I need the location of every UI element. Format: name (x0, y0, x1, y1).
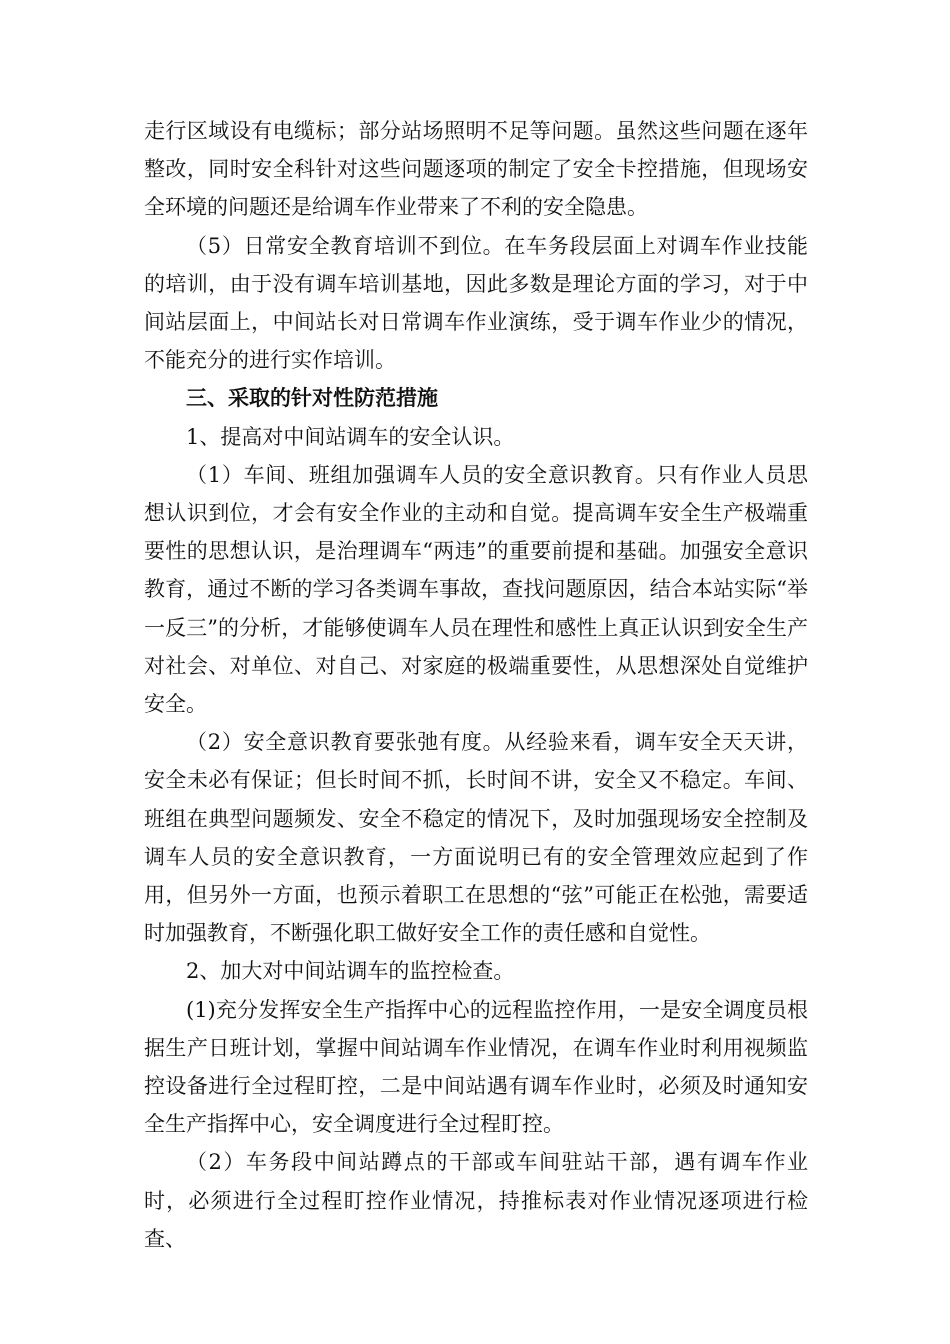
paragraph-awareness-education: （1）车间、班组加强调车人员的安全意识教育。只有作业人员思想认识到位，才会有安全作业的主动和自觉。提高调车安全生产极端重要性的思想认识，是治理调车“两违”的重要前提和基础。加强安全意识教育，通过不断的学习各类调车事故，查找问题原因，结合本站实际“举一反三”的分析，才能够使调车人员在理性和感性上真正认识到安全生产对社会、对单位、对自己、对家庭的极端重要性，从思想深处自觉维护安全。 (144, 462, 808, 717)
paragraph-onsite-supervision: （2）车务段中间站蹲点的干部或车间驻站干部，遇有调车作业时，必须进行全过程盯控作业情况，持推标表对作业情况逐项进行检查、 (144, 1150, 808, 1251)
document-body (144, 112, 808, 1258)
paragraph-training-gap: （5）日常安全教育培训不到位。在车务段层面上对调车作业技能的培训，由于没有调车培训基地，因此多数是理论方面的学习，对于中间站层面上，中间站长对日常调车作业演练，受于调车作业少的情况，不能充分的进行实作培训。 (144, 233, 808, 373)
paragraph-education-balance: （2）安全意识教育要张弛有度。从经验来看，调车安全天天讲，安全未必有保证；但长时间不抓，长时间不讲，安全又不稳定。车间、班组在典型问题频发、安全不稳定的情况下，及时加强现场安全控制及调车人员的安全意识教育，一方面说明已有的安全管理效应起到了作用，但另外一方面，也预示着职工在思想的“弦”可能正在松弛，需要适时加强教育，不断强化职工做好安全工作的责任感和自觉性。 (144, 730, 808, 946)
subheading-safety-awareness: 1、提高对中间站调车的安全认识。 (186, 424, 515, 449)
section-heading-measures: 三、采取的针对性防范措施 (186, 385, 438, 411)
subheading-monitoring: 2、加大对中间站调车的监控检查。 (186, 959, 515, 984)
paragraph-remote-monitoring: (1)充分发挥安全生产指挥中心的远程监控作用，一是安全调度员根据生产日班计划，掌握中间站调车作业情况，在调车作业时利用视频监控设备进行全过程盯控，二是中间站遇有调车作业时，必须及时通知安全生产指挥中心，安全调度进行全过程盯控。 (144, 997, 808, 1137)
paragraph-hazard-continuation: 走行区域设有电缆标；部分站场照明不足等问题。虽然这些问题在逐年整改，同时安全科针对这些问题逐项的制定了安全卡控措施，但现场安全环境的问题还是给调车作业带来了不利的安全隐患。 (144, 119, 808, 220)
